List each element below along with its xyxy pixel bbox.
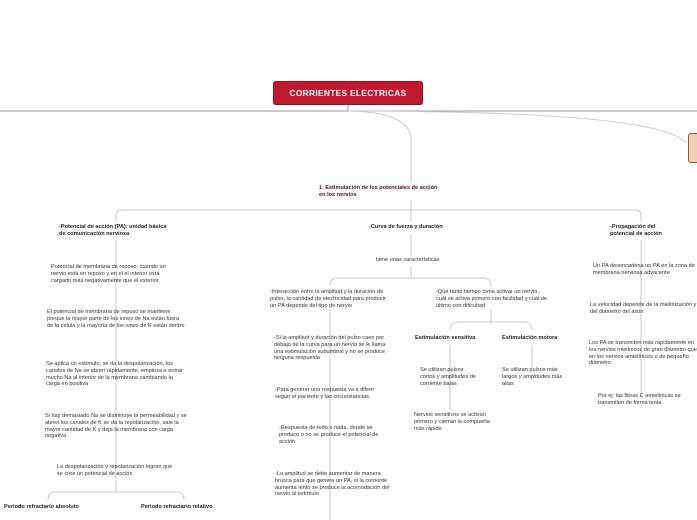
sensitive-item-2[interactable]: Nervios sensitivos se activan primero y cierran la compuerta más rápido [414,412,490,432]
left-item-2[interactable]: El potencial de membrana de reposo se mantiene porque la mayor parte de los iones de Na están fuera de la célula y la mayoría de los iones de K están dentro [47,309,185,329]
right-item-2[interactable]: La velocidad depende de la mielinización y del diámetro del axón [590,302,697,315]
mid-col-title[interactable]: -Curva de fuerza y duración [369,224,443,230]
sensitive-item-1[interactable]: Se utilizan pulsos cortos y amplitudes de corriente bajas [420,367,476,387]
root-node[interactable] [273,81,423,105]
offscreen-topic-node[interactable] [688,133,697,163]
motor-title[interactable]: Estimulación motora [502,335,558,341]
left-item-1[interactable]: Potencial de membrana de reposo: cuando un nervio está en reposo y en el el interior está cargado más negativamente que el exterior [51,264,166,284]
left-col-title[interactable]: -Potencial de acción (PA): unidad básica de comunicación nerviosa [59,224,167,237]
mid-left-item-4[interactable]: -Respuesta de todo o nada, donde se produce o no se produce el potencial de acción [279,425,379,445]
right-item-3[interactable]: Los PA se transmiten más rápidamente en los nervios mielínicos de gran diámetro que en los nervios amielínicos o de pequeño diámetro. [589,340,697,367]
right-item-1[interactable]: Un PA desencadena un PA en la zona de membrana nerviosa adyacente [593,263,695,276]
left-item-4[interactable]: Si hay demasiado Na se disminuye la permeabilidad y se abren los canales de K se da la repolarización, sale la mayor cantidad de K y deja la membrana con carga negativa [45,413,187,440]
sensitive-title[interactable]: Estimulación sensitiva [415,335,476,341]
refractory-relative[interactable]: Periodo refractario relativo [141,504,213,510]
right-item-4[interactable]: Por ej: las fibras C amielínicas se transmiten de forma lenta [598,393,681,406]
motor-item-1[interactable]: Se utilizan pulsos más largos y amplitudes más altas [502,367,563,387]
right-col-title[interactable]: -Propagación del potencial de acción [610,224,662,237]
mid-connector-label: tiene unas características [376,257,440,263]
root-title: CORRIENTES ELECTRICAS [289,88,407,98]
mid-right-head[interactable]: -Qué tanto tiempo toma activar un nervio, cuál se activa primero con facilidad y cuál de último con dificultad [436,289,547,309]
mid-left-item-1[interactable]: -Interacción entre la amplitud y la duración de pulso, la cantidad de electricidad para producir un PA depende del tipo de nervio [270,289,386,309]
left-item-3[interactable]: Se aplica un estímulo, se da la despolarización, los canales de Na se abren rápidamente, empieza a entrar mucho Na al interior de la membrana cambiando la carga en positiva [46,361,183,388]
mid-left-item-2[interactable]: -Si la amplitud y duración del pulso caen por debajo de la curva para un nervio se le llama una estimulación subumbral y no se produce ninguna respuesta [274,335,386,362]
refractory-absolute[interactable]: Periodo refractario absoluto [4,504,79,510]
mid-left-item-3[interactable]: -Para generar una respuesta va a diferir según el paciente y las circunstancias [275,387,375,400]
branch1-title[interactable]: 1. Estimulación de los potenciales de acción en los nervios [319,185,438,198]
mid-left-item-5[interactable]: -La amplitud se debe aumentar de manera brusca para que genere un PA, si la corriente aumenta lento se produce la acomodación del nervio al estímulo [275,471,390,498]
left-item-5[interactable]: La despolarización y repolarización logran que se cree un potencial de acción [57,464,173,477]
